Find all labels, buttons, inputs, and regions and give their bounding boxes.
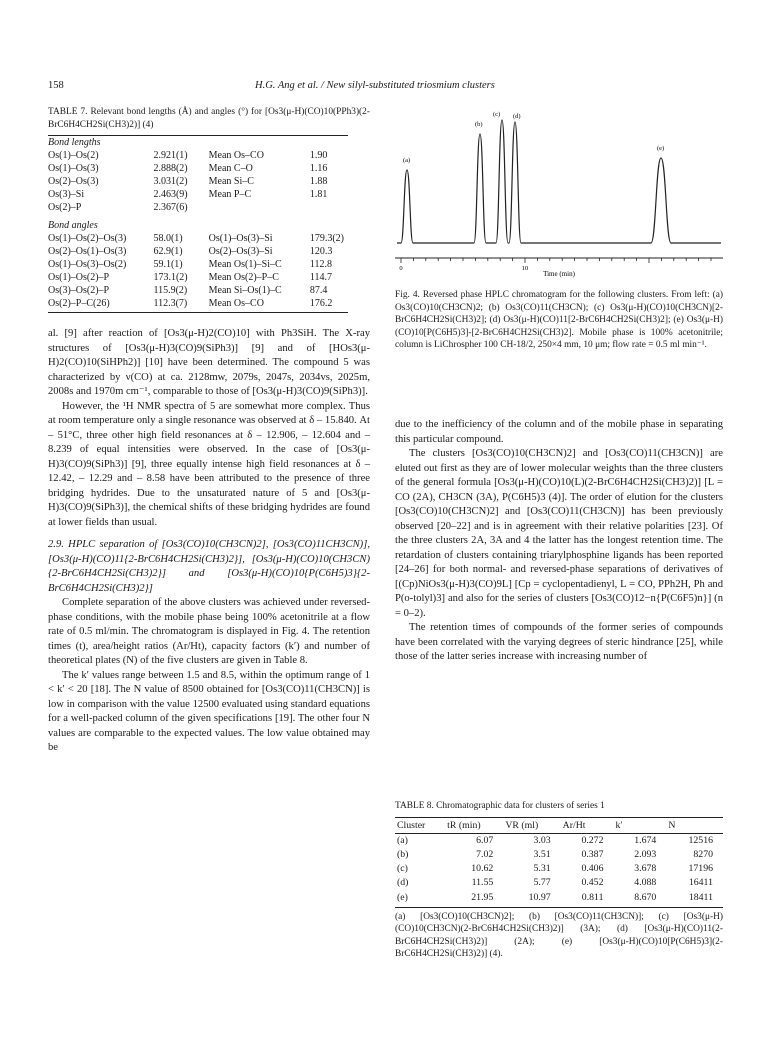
bond-length-cell: 1.16	[309, 163, 328, 175]
bond-angle-cell: Os(1)–Os(2)–P	[48, 272, 110, 284]
table8-cell: 5.77	[533, 877, 551, 889]
table8-cell: 16411	[688, 877, 713, 889]
bond-length-row	[48, 149, 348, 162]
table8-cell: 4.088	[634, 877, 657, 889]
bond-angle-cell: Os(2)–Os(1)–Os(3)	[48, 246, 127, 258]
table8-header-cell: Ar/Ht	[561, 817, 614, 833]
left-paragraph-2: However, the ¹H NMR spectra of 5 are somewhat more complex. Thus at room temperature only a single resonance was observed at δ – 15.840. At – 51°C, three other high field resonances at δ – 12.906, – 12.604 and – 8.239 of equal intensities were observed. In the case of [Os3(μ-H)3(CO)9(SiPh3)] [9], three equally intense high field resonances at δ – 12.42, – 12.29 and – 8.58 have been attributed to the presence of three bridging hydrides. Due to the unsaturated nature of 5 and [Os3(μ-H)3(CO)9(SiPh3)], the chemical shifts of these bridging hydrides are found at lower fields than usual.	[48, 400, 370, 528]
table8-cell: (c)	[397, 863, 408, 875]
table8-cell: 6.07	[476, 834, 494, 846]
bond-angle-cell: Os(2)–Os(3)–Si	[208, 246, 273, 258]
bond-length-row	[48, 175, 348, 188]
table8-header-cell: VR (ml)	[503, 817, 560, 833]
section-title: 2.9. HPLC separation of [Os3(CO)10(CH3CN)2], [Os3(CO)11CH3CN)], [Os3(μ-H)(CO)11{2-BrC6H4CH2Si(CH3)2}], [Os3(μ-H)(CO)10(CH3CN){2-BrC6H4CH2Si(CH3)2}] and [Os3(μ-H)(CO)10{P(C6H5)3}{2-BrC6H4CH2Si(CH3)2}]	[48, 539, 370, 594]
table8-cell: 0.811	[561, 891, 614, 908]
chromatogram-trace	[397, 120, 721, 243]
left-paragraph-1: al. [9] after reaction of [Os3(μ-H)2(CO)10] with Ph3SiH. The X-ray structures of [Os3(μ-H)3(CO)9(SiPh3)] [9] and of [HOs3(μ-H)2(CO)10(SiHPh2)] [10] have been determined. The compound 5 was characterized by ν(CO) at ca. 2128mw, 2079s, 2047s, 2034vs, 2025m, 2008s and 1970m cm⁻¹, comparable to those of [Os3(μ-H)3(CO)9(SiPh3)].	[48, 328, 370, 398]
bond-angle-cell: 59.1(1)	[153, 259, 183, 271]
bond-angle-cell: 173.1(2)	[153, 272, 188, 284]
right-column	[395, 418, 723, 665]
bond-angle-row	[48, 232, 348, 245]
bond-length-row	[48, 162, 348, 175]
table8-cell: 3.03	[533, 834, 551, 846]
bond-angle-cell: 62.9(1)	[153, 246, 183, 258]
left-paragraph-3: Complete separation of the above clusters was achieved under reversed-phase conditions, with the mobile phase being 100% acetonitrile at a flow rate of 0.5 ml/min. The chromatogram is displayed in Fig. 4. The retention times (t), area/height ratios (Ar/Ht), capacity factors (k′) and number of theoretical plates (N) of the five clusters are given in Table 8.	[48, 597, 370, 667]
bond-length-cell: 1.88	[309, 176, 328, 188]
bond-angle-row	[48, 245, 348, 258]
table8-cell: 21.95	[445, 891, 503, 908]
table8-cell: (e)	[395, 891, 445, 908]
bond-angle-cell: 120.3	[309, 246, 333, 258]
bond-length-row	[48, 188, 348, 201]
table8-row	[395, 891, 723, 908]
bond-length-cell: 2.888(2)	[153, 163, 188, 175]
table8-cell: 5.31	[533, 863, 551, 875]
table8-row	[395, 848, 723, 862]
table8-cell: 0.272	[581, 834, 604, 846]
table8-cell: 2.093	[634, 848, 657, 860]
table8-row	[395, 833, 723, 848]
table8-block	[395, 800, 723, 961]
peak-label: (e)	[657, 145, 665, 152]
bond-angle-cell: 58.0(1)	[153, 233, 183, 245]
bond-angle-row	[48, 258, 348, 271]
table8	[395, 817, 723, 908]
table8-cell: 18411	[666, 891, 723, 908]
bond-angle-cell: Mean Os–CO	[208, 298, 264, 310]
bond-length-cell: 2.921(1)	[153, 150, 188, 162]
bond-angle-cell: Mean Os(1)–Si–C	[208, 259, 282, 271]
time-axis-label: Time (min)	[543, 270, 575, 278]
table8-row	[395, 862, 723, 876]
bond-angle-cell: 112.3(7)	[153, 298, 188, 310]
table8-header-cell: Cluster	[395, 817, 445, 833]
table8-cell: 0.406	[581, 863, 604, 875]
bond-angle-cell: Mean Si–Os(1)–C	[208, 285, 282, 297]
peak-label: (c)	[493, 111, 501, 118]
bond-length-cell: Mean Os–CO	[208, 150, 264, 162]
bond-length-row	[48, 201, 348, 214]
bond-angle-cell: Os(1)–Os(2)–Os(3)	[48, 233, 127, 245]
table8-cell: 0.387	[581, 848, 604, 860]
left-column	[48, 106, 370, 756]
table7-bottom-rule	[48, 312, 348, 313]
table8-cell: (b)	[397, 848, 409, 860]
bond-angle-cell: Os(1)–Os(3)–Os(2)	[48, 259, 127, 271]
bond-angle-cell: Os(2)–P–C(26)	[48, 298, 110, 310]
figure4-caption: Fig. 4. Reversed phase HPLC chromatogram for the following clusters. From left: (a) Os3(CO)10(CH3CN)2; (b) Os3(CO)11(CH3CN); (c) Os3(μ-H)(CO)10(CH3CN)[2-BrC6H4CH2Si(CH3)2]; (d) Os3(μ-H)(CO)11[2-BrC6H4CH2Si(CH3)2]; (e) Os3(μ-H)(CO)10[P(C6H5)3]-[2-BrC6H4CH2Si(CH3)2]. Mobile phase is 100% acetonitrile; column is LiChrospher 100 CH-18/2, 250×4 mm, 10 μm; flow rate = 0.5 ml min⁻¹.	[395, 290, 723, 351]
bond-length-cell: 1.81	[309, 189, 328, 201]
bond-angle-cell: 179.3(2)	[309, 233, 344, 245]
table8-cell: 7.02	[476, 848, 494, 860]
table8-cell: 10.62	[471, 863, 494, 875]
table7-lengths-header: Bond lengths	[48, 137, 101, 149]
bond-length-cell: Os(2)–P	[48, 202, 82, 214]
bond-angle-row	[48, 271, 348, 284]
axis-tick-label: 10	[521, 265, 529, 272]
bond-length-cell: Mean Si–C	[208, 176, 254, 188]
table8-cell: 0.452	[581, 877, 604, 889]
table8-cell: 17196	[688, 863, 713, 875]
figure-4	[395, 110, 723, 352]
table8-header-cell: k′	[613, 817, 666, 833]
bond-length-cell: Mean P–C	[208, 189, 252, 201]
bond-length-cell	[209, 201, 310, 214]
peak-label: (d)	[513, 113, 521, 120]
right-paragraph-2: The clusters [Os3(CO)10(CH3CN)2] and [Os3(CO)11(CH3CN)] are eluted out first as they are of lower molecular weights than the three clusters of the general formula [Os3(μ-H)(CO)10(L)(2-BrC6H4CH2Si(CH3)2)] [L = CO (2A), CH3CN (3A), P(C6H5)3 (4)]. The order of elution for the clusters [Os3(CO)10(CH3CN)2] and [Os3(CO)11(CH3CN)] has been previously observed [20–22] and is in agreement with their relative polarities [23]. Of the three clusters 2A, 3A and 4 the latter has the longest retention time. The retardation of clusters containing triarylphosphine ligands has been reported [24–26] for both normal- and reversed-phase separations of derivatives of [(Cp)NiOs3(μ-H)3(CO)9L] [Cp = cyclopentadienyl, L = CO, PPh2H, Ph and P(o-tolyl)3] and also for the series of clusters [Os3(CO)12−n{P(C6F5)n}] (n = 0–2).	[395, 448, 723, 619]
bond-length-cell: Os(2)–Os(3)	[48, 176, 99, 188]
bond-length-cell: 3.031(2)	[153, 176, 188, 188]
table8-cell: 11.55	[471, 877, 494, 889]
table8-caption: TABLE 8. Chromatographic data for clusters of series 1	[395, 801, 605, 811]
table8-footnote: (a) [Os3(CO)10(CH3CN)2]; (b) [Os3(CO)11(CH3CN)]; (c) [Os3(μ-H)(CO)10(CH3CN)(2-BrC6H4CH2Si(CH3)2)] (3A); (d) [Os3(μ-H)(CO)11(2-BrC6H4CH2Si(CH3)2)] (2A); (e) [Os3(μ-H)(CO)10[P(C6H5)3](2-BrC6H4CH2Si(CH3)2)] (4).	[395, 912, 723, 960]
left-paragraph-4: The k′ values range between 1.5 and 8.5, within the optimum range of 1 < k′ < 20 [18]. The N value of 8500 obtained for [Os3(CO)11(CH3CN)] is low in comparison with the value 12500 evaluated using standard equations for a well-packed column of the given specifications [19]. The other four N values are comparable to the expected values. The low value obtained may be	[48, 669, 370, 754]
bond-angle-cell: 176.2	[309, 298, 333, 310]
table8-cell: (d)	[397, 877, 409, 889]
page-number: 158	[48, 80, 64, 91]
bond-angle-cell: Os(1)–Os(3)–Si	[208, 233, 273, 245]
axis-tick-label: 0	[399, 265, 403, 272]
bond-angle-cell: Os(3)–Os(2)–P	[48, 285, 110, 297]
table8-cell: 1.674	[634, 834, 657, 846]
bond-angle-cell: 115.9(2)	[153, 285, 188, 297]
table7-caption: TABLE 7. Relevant bond lengths (Å) and angles (°) for [Os3(μ-H)(CO)10(PPh3)(2-BrC6H4CH2Si(CH3)2)] (4)	[48, 107, 370, 130]
table8-header-cell: N	[666, 817, 723, 833]
table7	[48, 136, 348, 310]
table8-cell: 10.97	[503, 891, 560, 908]
bond-length-cell	[310, 201, 348, 214]
peak-label: (b)	[475, 121, 483, 128]
bond-length-cell: Os(1)–Os(3)	[48, 163, 99, 175]
bond-angle-row	[48, 297, 348, 310]
table8-cell: 8.670	[613, 891, 666, 908]
peak-label: (a)	[403, 157, 411, 164]
bond-length-cell: Mean C–O	[208, 163, 253, 175]
table8-cell: 3.678	[634, 863, 657, 875]
running-head: H.G. Ang et al. / New silyl-substituted triosmium clusters	[255, 80, 495, 91]
bond-angle-cell: 87.4	[309, 285, 328, 297]
bond-angle-cell: 112.8	[309, 259, 332, 271]
right-paragraph-3: The retention times of compounds of the former series of compounds have been correlated with the varying degrees of steric hindrance [25], while those of the latter series increase with increasing number of	[395, 622, 723, 662]
right-paragraph-1: due to the inefficiency of the column and of the mobile phase in separating this particular compound.	[395, 419, 723, 445]
bond-length-cell: 2.367(6)	[153, 202, 188, 214]
table8-cell: 12516	[688, 834, 713, 846]
table8-row	[395, 876, 723, 890]
table8-cell: 3.51	[533, 848, 551, 860]
table7-angles-header: Bond angles	[48, 220, 98, 232]
bond-angle-row	[48, 284, 348, 297]
table8-header-cell: tR (min)	[445, 817, 503, 833]
table8-cell: 8270	[693, 848, 713, 860]
bond-length-cell: 2.463(9)	[153, 189, 188, 201]
bond-angle-cell: 114.7	[309, 272, 332, 284]
chromatogram-plot	[395, 110, 723, 278]
bond-length-cell: 1.90	[309, 150, 328, 162]
bond-angle-cell: Mean Os(2)–P–C	[208, 272, 279, 284]
bond-length-cell: Os(1)–Os(2)	[48, 150, 99, 162]
table8-cell: (a)	[397, 834, 408, 846]
bond-length-cell: Os(3)–Si	[48, 189, 85, 201]
